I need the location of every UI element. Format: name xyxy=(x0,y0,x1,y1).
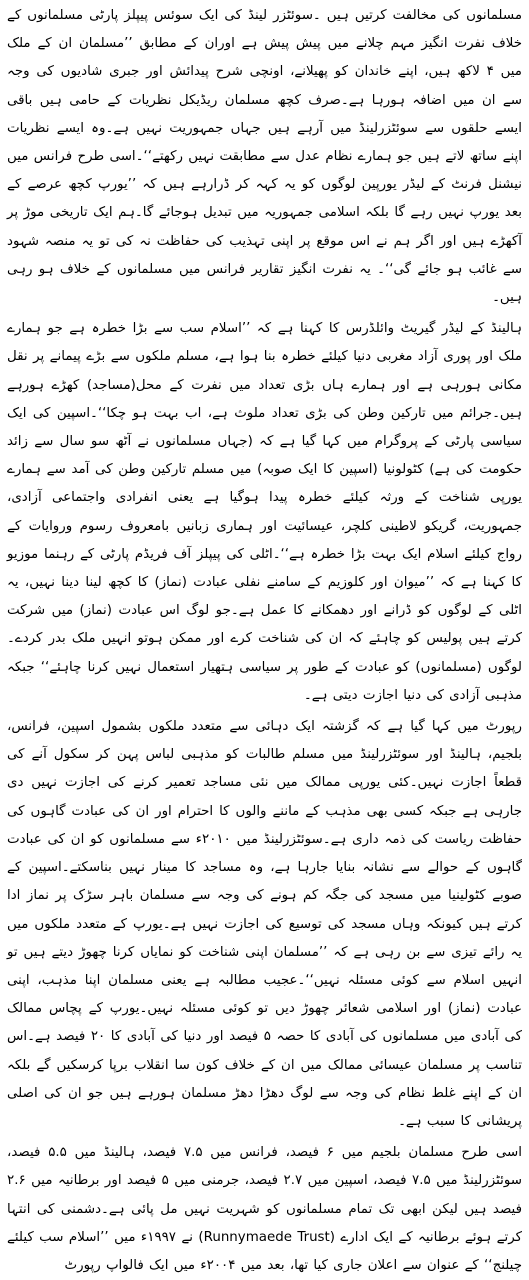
article-paragraph: مسلمانوں کی مخالفت کرتیں ہیں ۔سوئٹزر لینڈ کی ایک سوئس پیپلز پارٹی مسلمانوں کے خلاف نفرت انگیز مہم چلانے میں پیش پیش ہے اوران کے مطابق ’’مسلمان ان کے ملک میں ۴ لاکھ ہیں، اپنے خاندان کو پھیلانے، اونچی شرح پیدائش اور جبری شادیوں کی وجہ سے ان میں اضافہ ہورہا ہے۔صرف کچھ مسلمان ریڈیکل نظریات کے حامی ہیں باقی ایسے حلقوں سے سوئٹزرلینڈ میں آرہے ہیں جہاں جمہوریت نہیں ہے۔وہ ایسے نظریات اپنے ساتھ لاتے ہیں جو ہمارے نظام عدل سے مطابقت نہیں رکھتے‘‘۔اسی طرح فرانس میں نیشنل فرنٹ کے لیڈر یورپین لوگوں کو یہ کہہ کر ڈرارہے ہیں کہ ’’یورپ کچھ عرصے کے بعد یورپ نہیں رہے گا بلکہ اسلامی جمہوریہ میں تبدیل ہوجائے گا۔ہم ایک تاریخی موڑ پر آکھڑے ہیں اور اگر ہم نے اس موقع پر اپنی تہذیب کی حفاظت نہ کی تو یہ منصہ شہود سے غائب ہو جائے گی‘‘۔ یہ نفرت انگیز تقاریر فرانس میں مسلمانوں کے خلاف ہو رہی ہیں۔ xyxy=(7,8,522,306)
article-paragraph: اسی طرح مسلمان بلجیم میں ۶ فیصد، فرانس میں ۷.۵ فیصد، ہالینڈ میں ۵.۵ فیصد، سوئٹزرلینڈ میں ۷.۵ فیصد، اسپین میں ۲.۷ فیصد، جرمنی میں ۵ فیصد اور برطانیہ میں ۲.۶ فیصد ہیں لیکن ابھی تک تمام مسلمانوں کو شہریت نہیں مل پائی ہے۔دشمنی کی انتہا کرتے ہوئے برطانیہ کے ایک ادارے (Runnymaede Trust) نے ۱۹۹۷ء میں ’’اسلام سب کیلئے چیلنج‘‘ کے عنوان سے اعلان جاری کیا تھا، بعد میں ۲۰۰۴ء میں ایک فالواپ رپورٹ xyxy=(7,1145,523,1273)
article-paragraph: رپورٹ میں کہا گیا ہے کہ گزشتہ ایک دہائی سے متعدد ملکوں بشمول اسپین، فرانس، بلجیم، ہالینڈ اور سوئٹزرلینڈ میں مسلم طالبات کو مذہبی لباس پہن کر سکول آنے کی قطعاً اجازت نہیں۔کئی یورپی ممالک میں نئی مساجد تعمیر کرنے کی اجازت نہیں دی جارہی ہے جبکہ کسی بھی مذہب کے ماننے والوں کا احترام اور ان کی عبادت گاہوں کی حفاظت ریاست کی ذمہ داری ہے۔سوئٹزرلینڈ میں ۲۰۱۰ء سے مسلمانوں کو ان کی عبادت گاہوں کے حوالے سے نشانہ بنایا جارہا ہے، وہ مساجد کا مینار نہیں بناسکتے۔اسپین کے صوبے کٹولینیا میں مسجد کی جگہ کم ہونے کی وجہ سے مسلمان باہر سڑک پر نماز ادا کرتے ہیں کیونکہ وہاں مسجد کی توسیع کی اجازت نہیں ہے۔یورپ کے متعدد ملکوں میں یہ رائے تیزی سے بن رہی ہے کہ ’’مسلمان اپنی شناخت کو نمایاں کرنا چھوڑ دیتے ہیں تو انہیں اسلام سے کوئی مسئلہ نہیں‘‘۔عجیب مطالبہ ہے یعنی مسلمان اپنا مذہب، اپنی عبادت (نماز) اور اسلامی شعائر چھوڑ دیں تو کوئی مسئلہ نہیں۔یورپ کے پچاس ممالک کی آبادی میں مسلمانوں کی آبادی کا حصہ ۵ فیصد اور دنیا کی آبادی کا ۲۰ فیصد ہے۔اس تناسب پر مسلمان عیسائی ممالک میں ان کے خلاف کون سا انقلاب برپا کرسکیں گے بلکہ ان کے اپنے غلط نظام کی وجہ سے لوگ دھڑا دھڑ مسلمان ہورہے ہیں جو ان کی اصلی پریشانی کا سبب ہے۔ xyxy=(7,719,523,1129)
article-paragraph: ہالینڈ کے لیڈر گیریٹ وائلڈرس کا کہنا ہے کہ ’’اسلام سب سے بڑا خطرہ ہے جو ہمارے ملک اور پوری آزاد مغربی دنیا کیلئے خطرہ بنا ہوا ہے، مسلم ملکوں سے بڑے پیمانے پر نقل مکانی ہورہی ہے اور ہمارے ہاں بڑی تعداد میں نفرت کے محل(مساجد) کھڑے ہورہے ہیں۔جرائم میں تارکین وطن کی بڑی تعداد ملوث ہے، اب بہت ہو چکا‘‘۔اسپین کی ایک سیاسی پارٹی کے پروگرام میں کہا گیا ہے کہ (جہاں مسلمانوں نے آٹھ سو سال سے زائد حکومت کی ہے) کٹولونیا (اسپین کا ایک صوبہ) میں مسلم تارکین وطن کی آمد سے ہمارے یورپی شناخت کے ورثہ کیلئے خطرہ پیدا ہوگیا ہے یعنی انفرادی واجتماعی آزادی، جمہوریت، گریکو لاطینی کلچر، عیسائیت اور ہماری زبانیں بامعروف رسوم وروایات کے رواج کیلئے اسلام ایک بہت بڑا خطرہ ہے‘‘۔اٹلی کی پیپلز آف فریڈم پارٹی کے رہنما موزیو کا کہنا ہے کہ ’’میوان اور کلوزیم کے سامنے نفلی عبادت (نماز) کا کچھ لینا دینا نہیں، یہ اٹلی کے لوگوں کو ڈرانے اور دھمکانے کا عمل ہے۔جو لوگ اس عبادت (نماز) میں شرکت کرتے ہیں پولیس کو چاہئے کہ ان کی شناخت کرے اور ممکن ہوتو انہیں ملک بدر کردے۔لوگوں (مسلمانوں) کو عبادت کے طور پر سیاسی ہتھیار استعمال نہیں کرنا چاہئے‘‘ جبکہ مذہبی آزادی کی دنیا اجازت دیتی ہے۔ xyxy=(7,321,522,703)
